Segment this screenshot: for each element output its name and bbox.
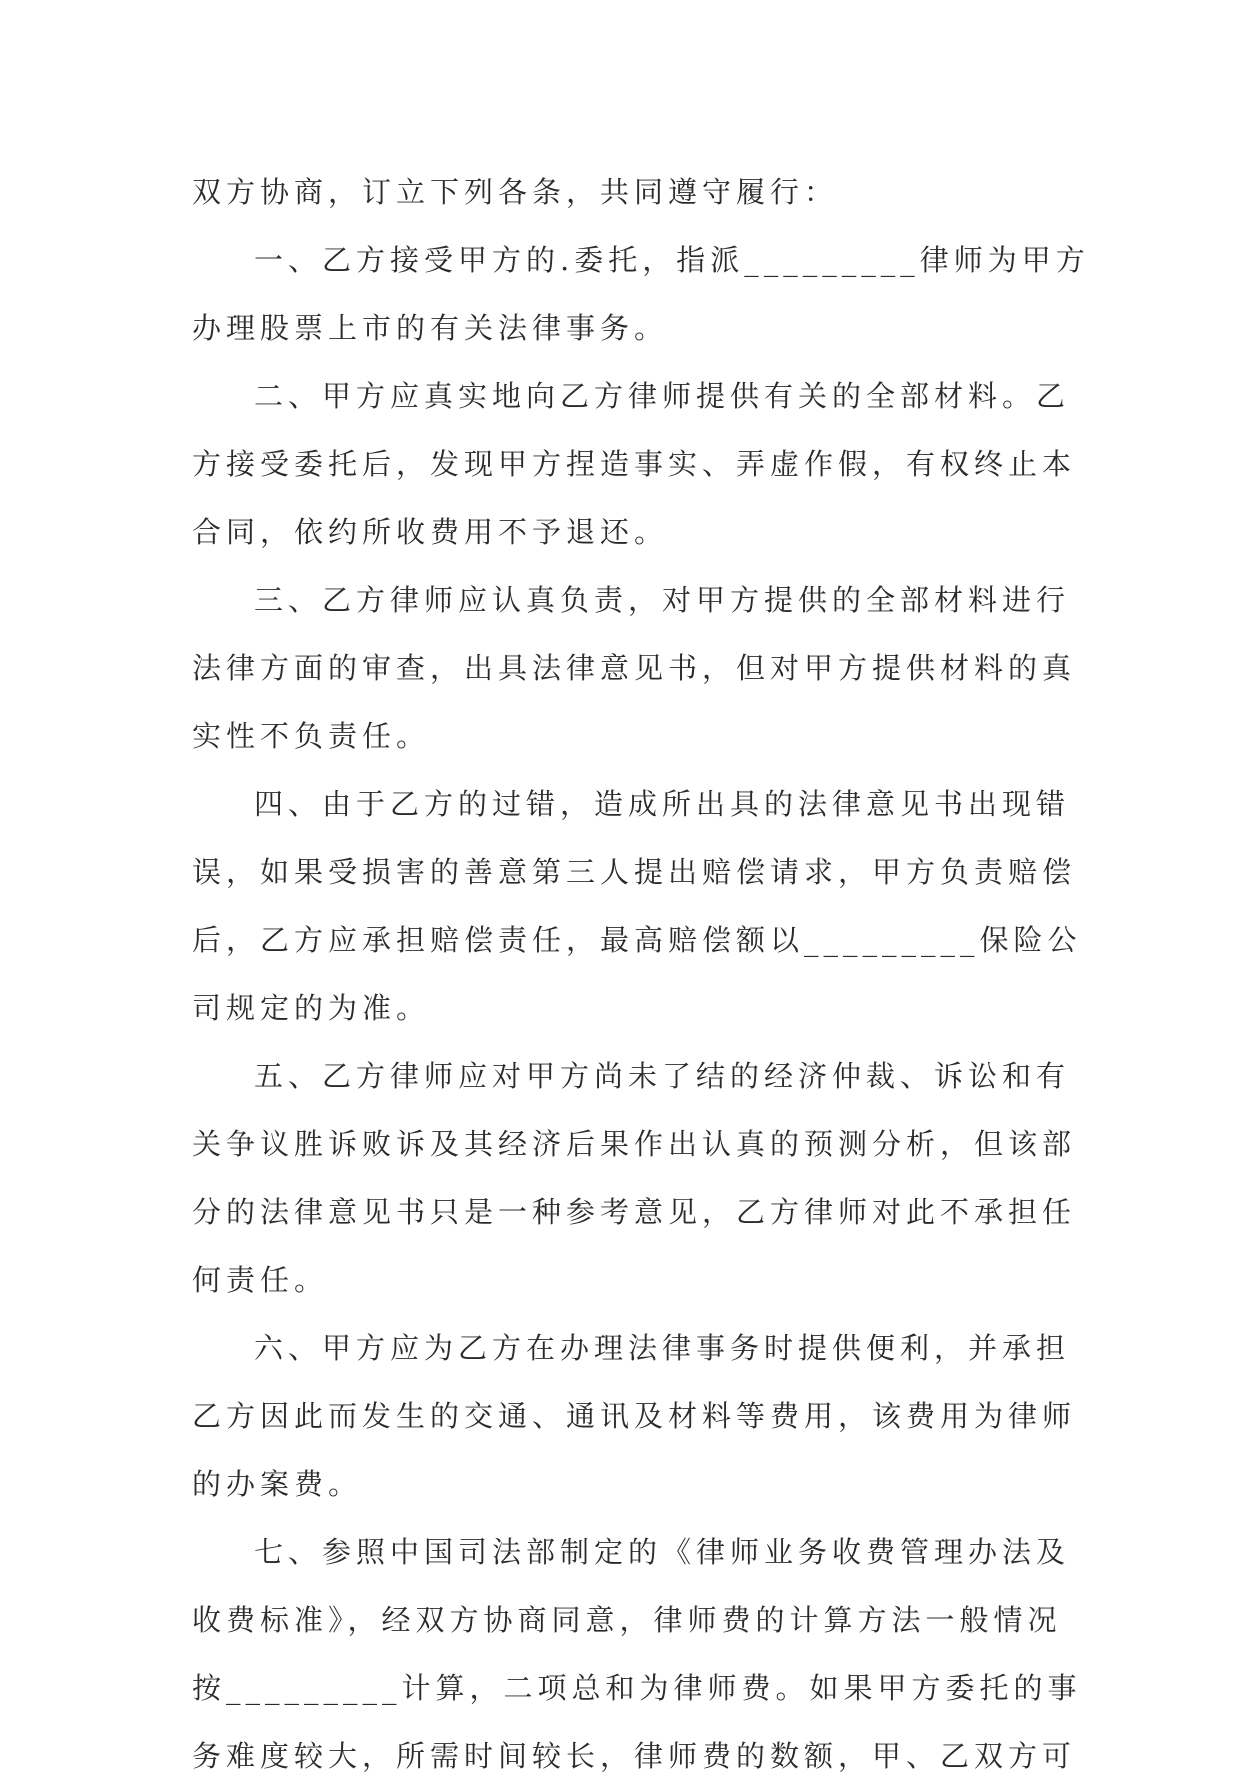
text-line: 按_________计算，二项总和为律师费。如果甲方委托的事 — [192, 1671, 1082, 1705]
text-line: 分的法律意见书只是一种参考意见，乙方律师对此不承担任 — [192, 1195, 1077, 1229]
text-line: 双方协商，订立下列各条，共同遵守履行： — [192, 175, 839, 209]
text-line: 乙方因此而发生的交通、通讯及材料等费用，该费用为律师 — [192, 1399, 1077, 1433]
text-line: 五、乙方律师应对甲方尚未了结的经济仲裁、诉讼和有 — [254, 1059, 1071, 1093]
text-line: 务难度较大，所需时间较长，律师费的数额，甲、乙双方可 — [192, 1739, 1077, 1773]
text-line: 法律方面的审查，出具法律意见书，但对甲方提供材料的真 — [192, 651, 1077, 685]
text-line: 司规定的为准。 — [192, 991, 431, 1025]
text-line: 二、甲方应真实地向乙方律师提供有关的全部材料。乙 — [254, 379, 1071, 413]
text-line: 何责任。 — [192, 1263, 329, 1297]
text-line: 后，乙方应承担赔偿责任，最高赔偿额以_________保险公 — [192, 923, 1082, 957]
text-line: 一、乙方接受甲方的.委托，指派_________律师为甲方 — [254, 243, 1090, 277]
text-line: 七、参照中国司法部制定的《律师业务收费管理办法及 — [254, 1535, 1071, 1569]
text-line: 四、由于乙方的过错，造成所出具的法律意见书出现错 — [254, 787, 1071, 821]
text-line: 合同，依约所收费用不予退还。 — [192, 515, 669, 549]
text-line: 实性不负责任。 — [192, 719, 431, 753]
text-line: 误，如果受损害的善意第三人提出赔偿请求，甲方负责赔偿 — [192, 855, 1077, 889]
text-line: 收费标准》，经双方协商同意，律师费的计算方法一般情况 — [192, 1603, 1062, 1637]
text-line: 关争议胜诉败诉及其经济后果作出认真的预测分析，但该部 — [192, 1127, 1077, 1161]
text-line: 的办案费。 — [192, 1467, 363, 1501]
text-line: 办理股票上市的有关法律事务。 — [192, 311, 669, 345]
text-line: 三、乙方律师应认真负责，对甲方提供的全部材料进行 — [254, 583, 1071, 617]
contract-body — [192, 158, 1090, 1790]
text-line: 方接受委托后，发现甲方捏造事实、弄虚作假，有权终止本 — [192, 447, 1077, 481]
text-line: 六、甲方应为乙方在办理法律事务时提供便利，并承担 — [254, 1331, 1071, 1365]
